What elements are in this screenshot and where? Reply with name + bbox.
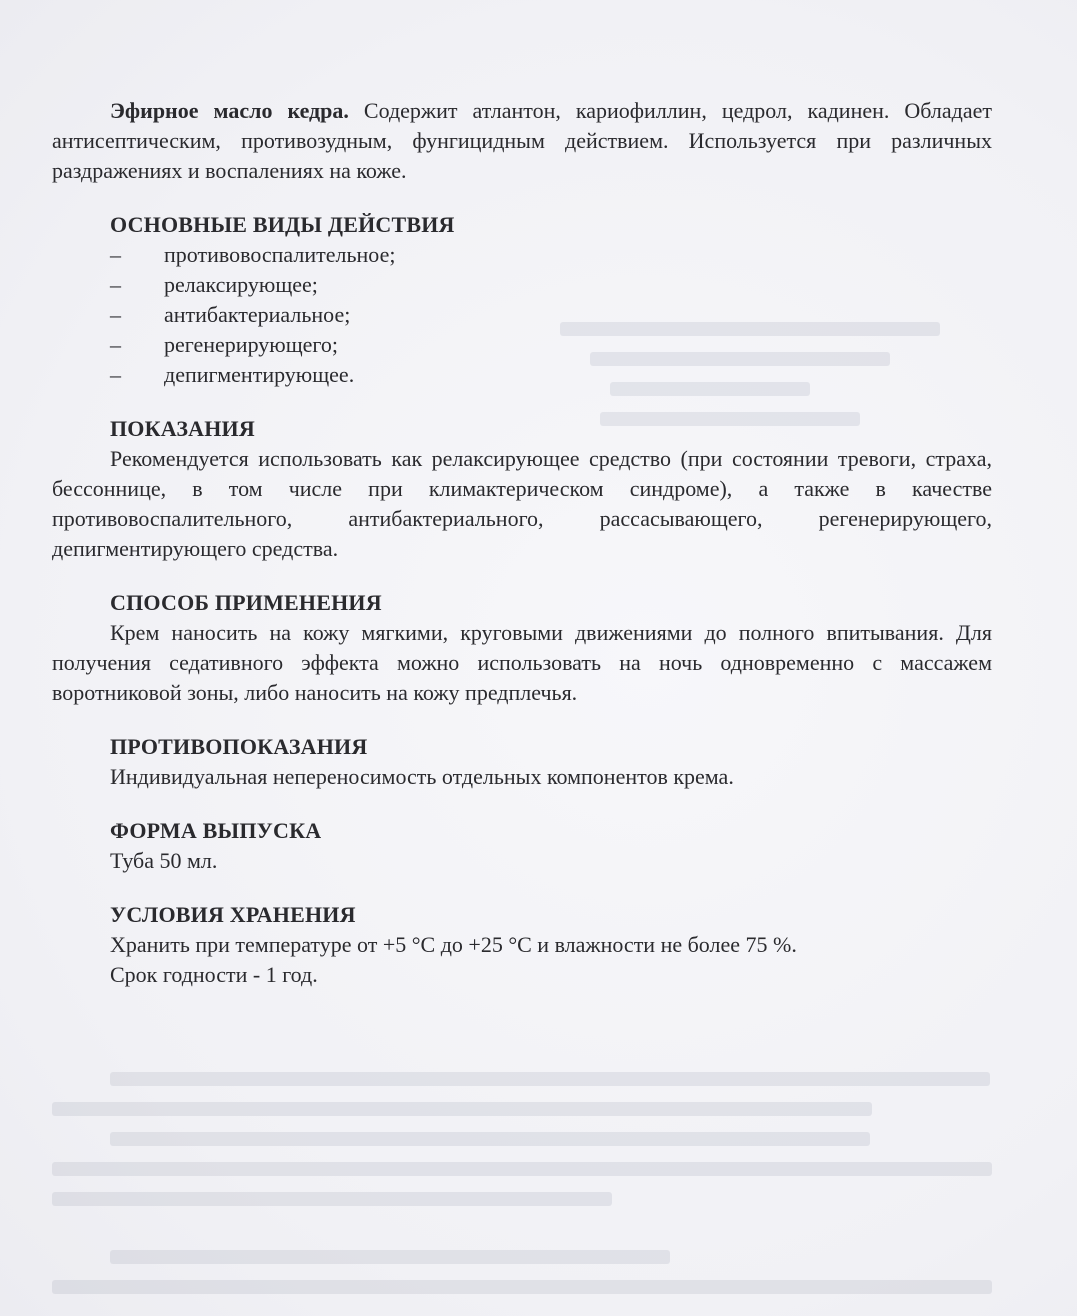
actions-heading: ОСНОВНЫЕ ВИДЫ ДЕЙСТВИЯ — [110, 212, 455, 237]
usage-heading: СПОСОБ ПРИМЕНЕНИЯ — [110, 590, 382, 615]
document-body — [52, 96, 992, 990]
list-item — [52, 330, 992, 360]
list-bullet: – — [110, 272, 121, 297]
form-heading: ФОРМА ВЫПУСКА — [110, 818, 322, 843]
indications-heading: ПОКАЗАНИЯ — [110, 416, 255, 441]
actions-list — [52, 240, 992, 390]
list-item-text: противовоспалительное; — [164, 242, 396, 267]
storage-line-2: Срок годности - 1 год. — [110, 962, 318, 987]
contraindications-heading: ПРОТИВОПОКАЗАНИЯ — [110, 734, 368, 759]
intro-paragraph — [52, 96, 992, 186]
list-item-text: релаксирующее; — [164, 272, 318, 297]
list-item — [52, 240, 992, 270]
bleed-through-mark — [52, 1280, 992, 1294]
list-item — [52, 360, 992, 390]
bleed-through-mark — [110, 1072, 990, 1086]
list-bullet: – — [110, 332, 121, 357]
intro-bold-lead: Эфирное масло кедра. — [110, 98, 349, 123]
list-bullet: – — [110, 362, 121, 387]
list-item-text: регенерирующего; — [164, 332, 339, 357]
list-item — [52, 270, 992, 300]
bleed-through-mark — [52, 1162, 992, 1176]
contraindications-text: Индивидуальная непереносимость отдельных компонентов крема. — [110, 764, 734, 789]
bleed-through-mark — [110, 1132, 870, 1146]
bleed-through-mark — [110, 1250, 670, 1264]
indications-text: Рекомендуется использовать как релаксирующее средство (при состоянии тревоги, страха, бессоннице, в том числе при климактерическом синдроме), а также в качестве противовоспалительного, антибактериального, рассасывающего, регенерирующего, депигментирующего средства. — [52, 446, 992, 561]
list-item-text: антибактериальное; — [164, 302, 351, 327]
list-bullet: – — [110, 242, 121, 267]
bleed-through-mark — [52, 1192, 612, 1206]
list-item — [52, 300, 992, 330]
bleed-through-mark — [52, 1102, 872, 1116]
list-item-text: депигментирующее. — [164, 362, 355, 387]
form-text: Туба 50 мл. — [110, 848, 218, 873]
intro-text: Содержит атлантон, кариофиллин, цедрол, кадинен. Обладает антисептическим, противозудным, фунгицидным действием. Используется при различных раздражениях и воспалениях на коже. — [52, 98, 992, 183]
storage-heading: УСЛОВИЯ ХРАНЕНИЯ — [110, 902, 356, 927]
storage-line-1: Хранить при температуре от +5 °С до +25 °С и влажности не более 75 %. — [110, 932, 797, 957]
list-bullet: – — [110, 302, 121, 327]
usage-text: Крем наносить на кожу мягкими, круговыми движениями до полного впитывания. Для получения седативного эффекта можно использовать на ночь одновременно с массажем воротниковой зоны, либо наносить на кожу предплечья. — [52, 620, 992, 705]
